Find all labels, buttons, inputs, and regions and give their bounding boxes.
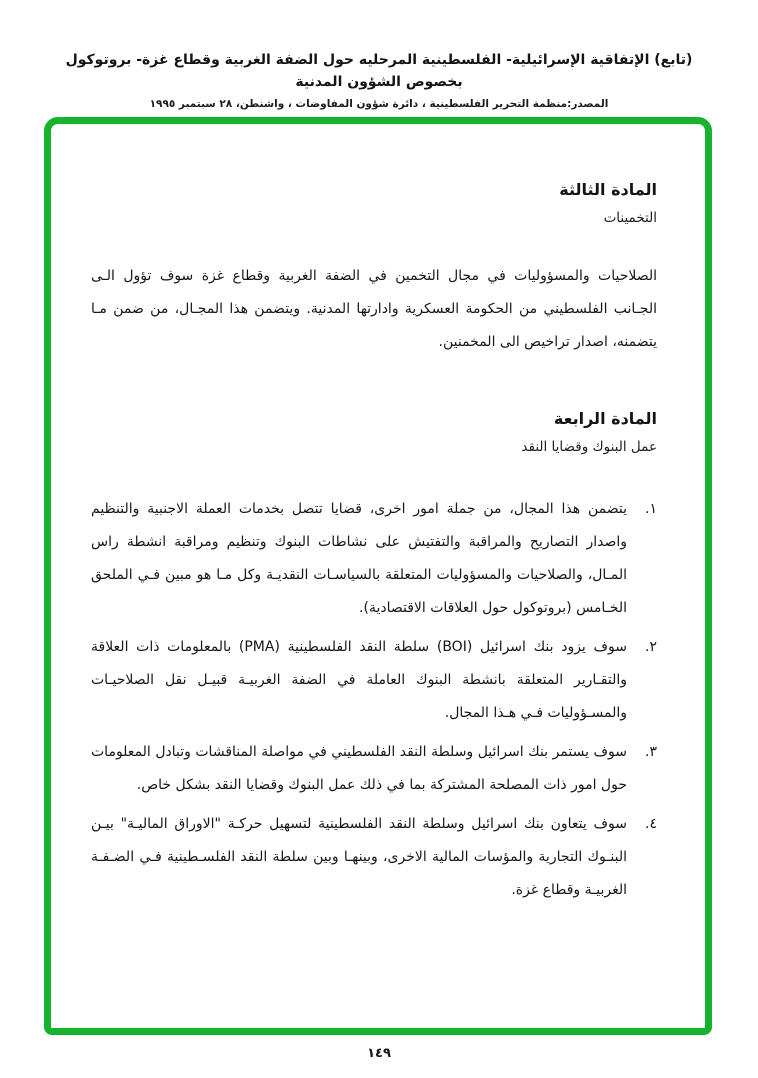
list-item-number: ١. xyxy=(645,501,657,517)
document-title: (تابع) الإتفاقية الإسرائيلية- الفلسطينية المرحليه حول الضفة الغربية وقطاع غزة- بروتوكول بخصوص الشؤون المدنية xyxy=(65,52,693,90)
list-item-text: سوف يزود بنك اسرائيل (BOI) سلطة النقد الفلسطينية (PMA) بالمعلومات ذات العلاقة والتقـارير المتعلقة بانشطة البنوك العاملة في الضفة الغربيـة قبيـل نقل الصلاحيـات والمسـؤوليات فـي هـذا المجال. xyxy=(91,639,627,721)
list-item xyxy=(91,493,657,625)
list-item xyxy=(91,808,657,907)
list-spacer xyxy=(91,455,657,493)
article-four-title: المادة الرابعة xyxy=(553,409,657,428)
document-frame xyxy=(44,117,712,1035)
article-three-paragraph: الصلاحيات والمسؤوليات في مجال التخمين في الضفة الغربية وقطاع غزة سوف تؤول الـى الجـانب الفلسطيني من الحكومة العسكرية وادارتها المدنية. ويتضمن هذا المجـال، من ضمن مـا يتضمنه، اصدار تراخيص الى المخمنين. xyxy=(91,268,657,350)
document-content xyxy=(51,124,705,913)
list-item-text: سوف يستمر بنك اسرائيل وسلطة النقد الفلسطيني في مواصلة المناقشات وتبادل المعلومات حول امور ذات المصلحة المشتركة بما في ذلك عمل البنوك وقضايا النقد بشكل خاص. xyxy=(91,744,627,793)
list-item-text: سوف يتعاون بنك اسرائيل وسلطة النقد الفلسطينية لتسهيل حركـة "الاوراق الماليـة" بيـن البنـوك التجارية والمؤسات المالية الاخرى، وبينهـا وبين سلطة النقد الفلسـطينية فـي الضـفـة الغربيـة وقطاع غزة. xyxy=(91,816,627,898)
article-four-list xyxy=(91,493,657,907)
list-item-number: ٢. xyxy=(645,639,657,655)
page-number: ١٤٩ xyxy=(367,1046,391,1061)
article-four-subtitle: عمل البنوك وقضايا النقد xyxy=(521,439,657,455)
document-source: المصدر:منظمة التحرير الفلسطينية ، دائرة شؤون المفاوضات ، واشنطن، ٢٨ سبتمبر ١٩٩٥ xyxy=(149,98,609,111)
article-three-subtitle: التخمينات xyxy=(603,210,657,226)
page-footer xyxy=(0,1042,758,1061)
article-three-title: المادة الثالثة xyxy=(559,180,657,199)
page-header xyxy=(0,50,758,110)
list-item xyxy=(91,631,657,730)
list-item-text: يتضمن هذا المجال، من جملة امور اخرى، قضايا تتصل بخدمات العملة الاجنبية والتنظيم واصدار التصاريح والمراقبة والتفتيش على نشاطات البنوك وتنظيم ومراقبة انشطة راس المـال، والصلاحيات والمسؤوليات المتعلقة بالسياسـات النقديـة وكل مـا هو مبين فـي الملحق الخـامس (بروتوكول حول العلاقات الاقتصادية). xyxy=(91,501,627,616)
list-item-number: ٣. xyxy=(645,744,657,760)
list-item xyxy=(91,736,657,802)
list-item-number: ٤. xyxy=(645,816,657,832)
section-spacer xyxy=(91,359,657,409)
